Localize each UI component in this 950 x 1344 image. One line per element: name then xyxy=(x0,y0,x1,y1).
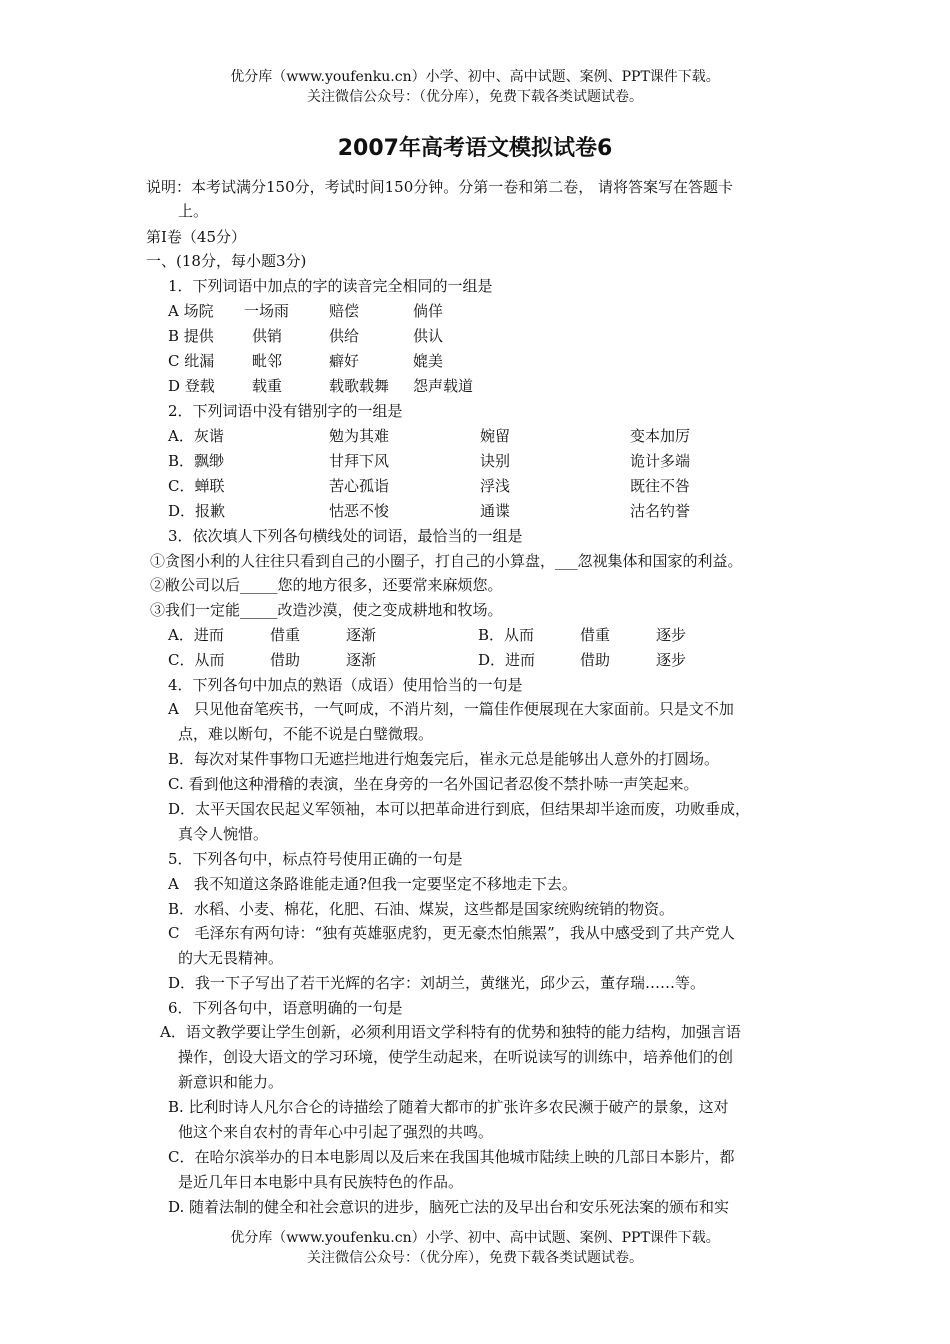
q1-c-3: 癖好 xyxy=(329,352,360,370)
q3-a-2: 借重 xyxy=(270,626,301,644)
q6-option-c-line1: C．在哈尔滨举办的日本电影周以及后来在我国其他城市陆续上映的几部日本影片，都 xyxy=(168,1148,735,1166)
q2-c-1: C．蝉联 xyxy=(168,477,225,495)
q3-c-1: C．从而 xyxy=(168,651,225,669)
q1-d-2: 载重 xyxy=(252,377,283,395)
q3-d-3: 逐步 xyxy=(656,651,687,669)
q6-option-a-line2: 操作，创设大语文的学习环境，使学生动起来，在听说读写的训练中，培养他们的创 xyxy=(178,1048,734,1066)
q2-a-4: 变本加厉 xyxy=(630,427,691,445)
intro-line2: 上。 xyxy=(178,202,209,220)
q4-option-d-line2: 真令人惋惜。 xyxy=(178,825,269,843)
q4-stem: 4．下列各句中加点的熟语（成语）使用恰当的一句是 xyxy=(168,676,523,694)
q1-b-2: 供销 xyxy=(252,327,283,345)
q6-stem: 6．下列各句中，语意明确的一句是 xyxy=(168,999,403,1017)
q1-d-4: 怨声载道 xyxy=(413,377,474,395)
q1-c-1: C 纰漏 xyxy=(168,352,215,370)
q5-option-c-line1: C 毛泽东有两句诗：“独有英雄驱虎豹，更无豪杰怕熊罴”，我从中感受到了共产党人 xyxy=(168,924,735,942)
q1-a-2: 一场雨 xyxy=(244,302,290,320)
q3-b-3: 逐步 xyxy=(656,626,687,644)
q3-c-2: 借助 xyxy=(270,651,301,669)
q2-c-3: 浮浅 xyxy=(480,477,511,495)
q2-a-3: 婉留 xyxy=(480,427,511,445)
q2-d-3: 通谍 xyxy=(480,502,511,520)
page-footer-line2: 关注微信公众号：（优分库），免费下载各类试题试卷。 xyxy=(307,1250,643,1266)
page-header-line1: 优分库（www.youfenku.cn）小学、初中、高中试题、案例、PPT课件下载。 xyxy=(230,69,720,85)
q2-a-2: 勉为其难 xyxy=(329,427,390,445)
q3-d-2: 借助 xyxy=(580,651,611,669)
intro-line1: 说明：本考试满分150分，考试时间150分钟。分第一卷和第二卷， 请将答案写在答题卡 xyxy=(146,178,734,196)
part-heading: 一、(18分，每小题3分) xyxy=(146,252,307,270)
q2-b-2: 甘拜下风 xyxy=(329,452,390,470)
q1-b-4: 供认 xyxy=(413,327,444,345)
q4-option-b: B．每次对某件事物口无遮拦地进行炮轰完后，崔永元总是能够出人意外的打圆场。 xyxy=(168,750,720,768)
q2-d-2: 怙恶不悛 xyxy=(329,502,390,520)
q3-a-1: A．进而 xyxy=(168,626,224,644)
q2-a-1: A．灰谐 xyxy=(168,427,224,445)
q3-a-3: 逐渐 xyxy=(346,626,377,644)
q1-b-1: B 提供 xyxy=(168,327,214,345)
q5-option-d: D．我一下子写出了若干光辉的名字：刘胡兰，黄继光，邱少云，董存瑞……等。 xyxy=(168,974,706,992)
q6-option-c-line2: 是近几年日本电影中具有民族特色的作品。 xyxy=(178,1173,464,1191)
q2-c-4: 既往不咎 xyxy=(630,477,691,495)
q3-c-3: 逐渐 xyxy=(346,651,377,669)
q1-a-3: 赔偿 xyxy=(329,302,360,320)
q1-stem: 1．下列词语中加点的字的读音完全相同的一组是 xyxy=(168,277,493,295)
q1-a-4: 倘佯 xyxy=(413,302,444,320)
page-header-line2: 关注微信公众号：（优分库），免费下载各类试题试卷。 xyxy=(307,89,643,105)
q3-sentence-2: ②敝公司以后_____您的地方很多，还要常来麻烦您。 xyxy=(150,576,503,594)
q2-b-3: 诀别 xyxy=(480,452,511,470)
q3-b-1: B．从而 xyxy=(478,626,535,644)
q1-a-1: A 场院 xyxy=(168,302,214,320)
q4-option-d-line1: D．太平天国农民起义军领袖，本可以把革命进行到底，但结果却半途而废，功败垂成， xyxy=(168,800,751,818)
q3-d-1: D．进而 xyxy=(478,651,536,669)
q2-b-1: B．飘缈 xyxy=(168,452,225,470)
q3-sentence-1: ①贪图小利的人往往只看到自己的小圈子，打自己的小算盘，___忽视集体和国家的利益。 xyxy=(150,552,743,570)
page-footer-line1: 优分库（www.youfenku.cn）小学、初中、高中试题、案例、PPT课件下载。 xyxy=(230,1230,720,1246)
q2-d-1: D．报歉 xyxy=(168,502,226,520)
q3-stem: 3．依次填人下列各句横线处的词语，最恰当的一组是 xyxy=(168,527,523,545)
q2-b-4: 诡计多端 xyxy=(630,452,691,470)
q6-option-a-line3: 新意识和能力。 xyxy=(178,1073,284,1091)
q1-c-4: 媲美 xyxy=(413,352,444,370)
q1-d-3: 载歌载舞 xyxy=(329,377,390,395)
q3-b-2: 借重 xyxy=(580,626,611,644)
q4-option-c: C. 看到他这种滑稽的表演，坐在身旁的一名外国记者忍俊不禁扑哧一声笑起来。 xyxy=(168,775,699,793)
q5-option-b: B．水稻、小麦、棉花，化肥、石油、煤炭，这些都是国家统购统销的物资。 xyxy=(168,900,675,918)
document-title: 2007年高考语文模拟试卷6 xyxy=(337,136,613,161)
q1-b-3: 供给 xyxy=(329,327,360,345)
q4-option-a-line2: 点，难以断句，不能不说是白璧微瑕。 xyxy=(178,725,434,743)
q5-option-a: A 我不知道这条路谁能走通?但我一定要坚定不移地走下去。 xyxy=(168,875,577,893)
q1-c-2: 毗邻 xyxy=(252,352,283,370)
section-heading: 第Ⅰ卷（45分） xyxy=(146,228,247,246)
q1-d-1: D 登载 xyxy=(168,377,215,395)
q5-stem: 5．下列各句中，标点符号使用正确的一句是 xyxy=(168,850,463,868)
q4-option-a-line1: A 只见他奋笔疾书，一气呵成，不消片刻，一篇佳作便展现在大家面前。只是文不加 xyxy=(168,700,734,718)
q3-sentence-3: ③我们一定能_____改造沙漠，使之变成耕地和牧场。 xyxy=(150,601,503,619)
q2-stem: 2．下列词语中没有错别字的一组是 xyxy=(168,402,403,420)
q6-option-a-line1: A．语文教学要让学生创新，必须利用语文学科特有的优势和独特的能力结构，加强言语 xyxy=(160,1023,741,1041)
q2-d-4: 沽名钓誉 xyxy=(630,502,691,520)
q6-option-b-line1: B. 比利时诗人凡尔合仑的诗描绘了随着大都市的扩张许多农民濒于破产的景象，这对 xyxy=(168,1098,729,1116)
q6-option-d-line1: D. 随着法制的健全和社会意识的进步，脑死亡法的及早出台和安乐死法案的颁布和实 xyxy=(168,1198,730,1216)
q6-option-b-line2: 他这个来自农村的青年心中引起了强烈的共鸣。 xyxy=(178,1123,494,1141)
q2-c-2: 苦心孤诣 xyxy=(329,477,390,495)
q5-option-c-line2: 的大无畏精神。 xyxy=(178,949,284,967)
